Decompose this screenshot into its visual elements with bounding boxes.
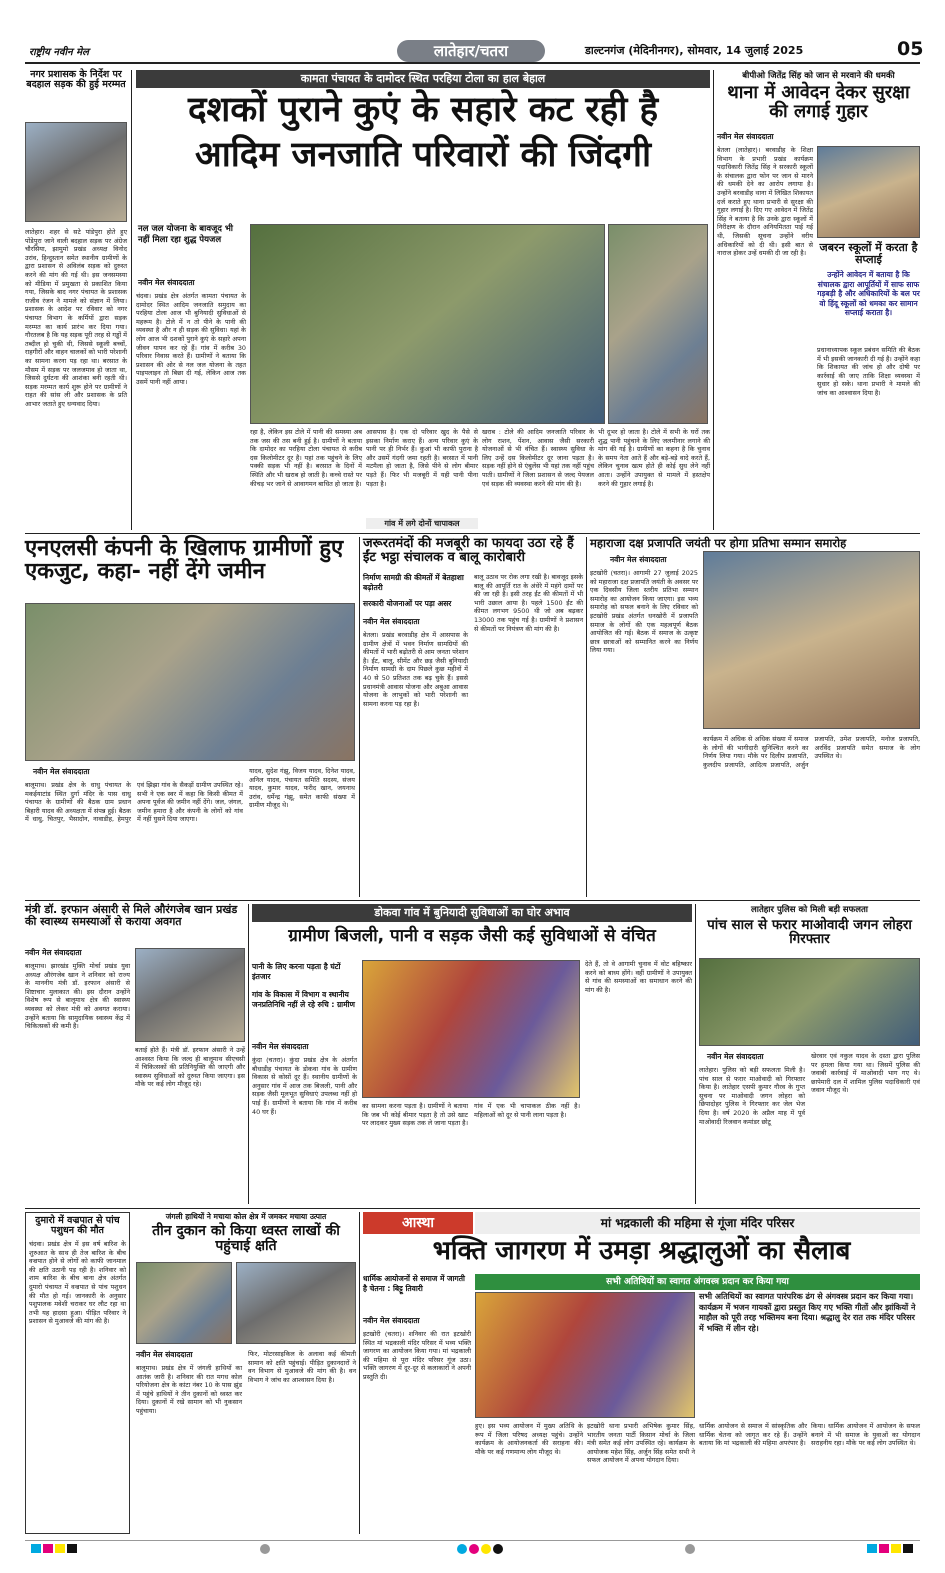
dokwa-photo xyxy=(362,960,580,1098)
police-byline: नवीन मेल संवाददाता xyxy=(707,1052,764,1061)
dokwa-body-3: देते हैं, तो वे आगामी चुनाव में वोट बहिष्कार करने को बाध्य होंगे। वहीं ग्रामीणों ने उपायुक्त से गांव की समस्याओं का समाधान करने की मांग की है। xyxy=(585,960,692,994)
dokwa-headline: ग्रामीण बिजली, पानी व सड़क जैसी कई सुविधाओं से वंचित xyxy=(288,926,656,946)
police-headline: पांच साल से फरार माओवादी जगन लोहरा गिरफ्तार xyxy=(707,917,912,948)
nlc-story xyxy=(25,537,355,897)
pratibha-body: इटखोरी (चतरा)। आगामी 27 जुलाई 2025 को महाराजा दक्ष प्रजापति जयंती के अवसर पर एक दिवसीय जिला स्तरीय प्रतिभा सम्मान समारोह का आयोजन किया जाएगा। इस भव्य समारोह को सफल बनाने के लिए रविवार को इटखोरी प्रखंड अंतर्गत धनखोरी में प्रजापति समाज के लोगों की एक महत्वपूर्ण बैठक आयोजित की गई। बैठक में समाज के उत्कृष्ट छात्र छात्राओं को सम्मानित करने का निर्णय लिया गया। xyxy=(590,569,698,655)
dokwa-bullet-2: गांव के विकास में विभाग व स्थानीय जनप्रतिनिधि नहीं ले रहे रुचि : ग्रामीण xyxy=(252,990,355,1009)
dokwa-byline: नवीन मेल संवाददाता xyxy=(252,1042,309,1051)
main-col-1: चंदवा। प्रखंड क्षेत्र अंतर्गत कामता पंचायत के दामोदर स्थित आदिम जनजाति समुदाय का परहिया टोला आज भी बुनियादी सुविधाओं से महरूम है। टोले में न तो पीने के पानी की व्यवस्था है और न ही सड़क की सुविधा। यहां के लोग आज भी दशकों पुराने कुएं के सहारे अपना जीवन यापन कर रहे हैं। गांव में करीब 30 परिवार निवास करते हैं। ग्रामीणों ने बताया कि प्रशासन की ओर से नल जल योजना के तहत पाइपलाइन तो बिछा दी गई, लेकिन आज तक उसमें पानी नहीं आया। xyxy=(136,292,246,386)
main-col-4: खराब : टोले की आदिम जनजाति परिवार के लोग राशन, पेंशन, आवास जैसी सरकारी योजनाओं से भी वंचित हैं। स्वास्थ्य सुविधा के लिए उन्हें दस किलोमीटर दूर जाना पड़ता है। सड़क नहीं होने से एंबुलेंस भी यहां तक नहीं पहुंच पाती। ग्रामीणों ने जिला प्रशासन से जल्द पेयजल एवं सड़क की व्यवस्था करने की मांग की है। xyxy=(482,428,594,488)
aastha-photo xyxy=(475,1292,695,1418)
aastha-story xyxy=(363,1212,920,1534)
death-headline: दुमारो में वज्रपात से पांच पशुधन की मौत xyxy=(35,1215,120,1236)
right-kicker: बीपीओ जितेंद्र सिंह को जान से मरवाने की धमकी xyxy=(742,71,895,81)
dokwa-body: कुंदा (चतरा)। कुंदा प्रखंड क्षेत्र के अंतर्गत बौधाडीह पंचायत के डोकवा गांव के ग्रामीण विकास से कोसों दूर हैं। स्थानीय ग्रामीणों के अनुसार गांव में आज तक बिजली, पानी और सड़क जैसी मूलभूत सुविधाएं उपलब्ध नहीं हो पाई हैं। ग्रामीणों ने बताया कि गांव में करीब 40 घर हैं। xyxy=(252,1056,357,1116)
elephant-photo-1 xyxy=(136,1262,232,1344)
elephant-body: बालूमाथ। प्रखंड क्षेत्र में जंगली हाथियों का आतंक जारी है। शनिवार की रात मगध कोल परियोजना क्षेत्र के कांटा नंबर 10 के पास झुंड में पहुंचे हाथियों ने तीन दुकानों को ध्वस्त कर दिया। दुकानों में रखे सामान को भी नुकसान पहुंचाया। xyxy=(136,1364,242,1415)
brick-body-2: बालू उठाव पर रोक लगा रखी है। बावजूद इसके बालू की आपूर्ति रात के अंधेरे में महंगे दामों पर की जा रही है। इसी तरह ईंट की कीमतों में भी भारी उछाल आया है। पहले 1500 ईंट की कीमत लगभग 9500 थी जो अब बढ़कर 13000 तक पहुंच गई है। ग्रामीणों ने प्रशासन से कीमतों पर नियंत्रण की मांग की है। xyxy=(474,573,583,633)
main-photo-caption: गांव में लगे दोनों चापाकल xyxy=(366,518,478,529)
death-body: चंदवा। प्रखंड क्षेत्र में इस वर्ष बारिश के शुरुआत के साथ ही तेज बारिश के बीच वज्रपात होने से लोगों को काफी जानमाल की क्षति उठानी पड़ रही है। शनिवार को शाम बारिश के बीच बाना क्षेत्र अंतर्गत दुमारो पंचायत में वज्रपात से पांच पशुधन की मौत हो गई। जानकारी के अनुसार पशुपालक मवेशी चराकर घर लौट रहा था तभी यह हादसा हुआ। पीड़ित परिवार ने प्रशासन से मुआवजे की मांग की है। xyxy=(29,1239,126,1326)
minister-photo xyxy=(135,948,245,1042)
brick-byline: नवीन मेल संवाददाता xyxy=(363,617,420,626)
elephant-photo-2 xyxy=(236,1262,356,1344)
right-portrait xyxy=(817,146,920,238)
main-kicker: कामता पंचायत के दामोदर स्थित परहिया टोला का हाल बेहाल xyxy=(136,70,710,88)
police-kicker: लातेहार पुलिस को मिली बड़ी सफलता xyxy=(750,905,869,915)
handpump-photo xyxy=(608,224,708,424)
main-headline-2: आदिम जनजाति परिवारों की जिंदगी xyxy=(194,135,652,175)
minister-body-2: बताई होते हैं। मंत्री डॉ. इरफान अंसारी ने उन्हें आश्वस्त किया कि जल्द ही बालूमाथ सीएचसी में चिकित्सकों की प्रतिनियुक्ति की जाएगी और स्वास्थ्य सुविधाओं को दुरुस्त किया जाएगा। इस मौके पर कई लोग मौजूद रहे। xyxy=(135,1046,245,1089)
nlc-byline: नवीन मेल संवाददाता xyxy=(33,767,90,776)
right-body-2: प्रधानाध्यापक स्कूल प्रबंधन समिति की बैठक में भी इसकी जानकारी दी गई है। उन्होंने कहा कि शिकायत की जांच हो और दोषी पर कार्रवाई की जाए ताकि शिक्षा व्यवस्था में सुधार हो सके। थाना प्रभारी ने मामले की जांच का आश्वासन दिया है। xyxy=(817,346,920,397)
aastha-body-4: सभी अतिथियों का स्वागत पारंपरिक ढंग से अंगवस्त्र प्रदान कर किया गया। कार्यक्रम में भजन गायकों द्वारा प्रस्तुत किए गए भक्ति गीतों और झांकियों ने माहौल को पूरी तरह भक्तिमय बना दिया। श्रद्धालु देर रात तक मंदिर परिसर में भक्ति में लीन रहे। xyxy=(699,1292,916,1333)
police-body: लातेहार। पुलिस को बड़ी सफलता मिली है। पांच साल से फरार माओवादी को गिरफ्तार किया है। लातेहार एसपी कुमार गौरव के गुप्त सूचना पर माओवादी जगन लोहरा को छिपादोहर पुलिस ने गिरफ्तार कर जेल भेज दिया है। वर्ष 2020 के अप्रैल माह में पूर्व माओवादी रिजवान कमांडर छोटू xyxy=(699,1066,805,1126)
main-story xyxy=(136,70,710,530)
nlc-body-2: यादव, सुदेश गंझू, विजय यादव, दिनेश यादव, अनिल यादव, पंचायत समिति सदस्य, संजय यादव, कुमार यादव, फरीद खान, जयनाथ उरांव, धर्मेन्द्र गंझू, समेत काफी संख्या में ग्रामीण मौजूद थे। xyxy=(249,767,355,810)
paper-logo: राष्ट्रीय नवीन मेल xyxy=(29,47,89,58)
main-col-5: भी दूभर हो जाता है। टोले में सभी के घरों तक शुद्ध पानी पहुंचाने के लिए जलमीनार लगाने की मांग की गई है। ग्रामीणों का कहना है कि चुनाव के समय नेता आते हैं और बड़े-बड़े वादे करते हैं, लेकिन चुनाव खत्म होते ही कोई सुध लेने नहीं आता। उन्होंने उपायुक्त से मामले में हस्तक्षेप करने की गुहार लगाई है। xyxy=(598,428,710,488)
death-story xyxy=(25,1212,130,1534)
brick-body: बेतला। प्रखंड बरवाडीह क्षेत्र में आसपास के ग्रामीण क्षेत्रों में भवन निर्माण सामग्रियों की कीमतों में भारी बढ़ोतरी से आम जनता परेशान है। ईंट, बालू, सीमेंट और छड़ जैसी बुनियादी निर्माण सामग्री के दाम पिछले कुछ महीनों में 40 से 50 प्रतिशत तक बढ़ चुके हैं। इससे प्रधानमंत्री आवास योजना और अबुआ आवास योजना के लाभुकों को भारी परेशानी का सामना करना पड़ रहा है। xyxy=(363,631,469,708)
aastha-bullet: धार्मिक आयोजनों से समाज में जागती है चेतना : बिट्टू तिवारी xyxy=(363,1274,465,1293)
aastha-banner: सभी अतिथियों का स्वागत अंगवस्त्र प्रदान कर किया गया xyxy=(475,1274,920,1290)
main-bullet: नल जल योजना के बावजूद भी नहीं मिला रहा शुद्ध पेयजल xyxy=(138,224,234,245)
nlc-headline: एनएलसी कंपनी के खिलाफ ग्रामीणों हुए एकजुट, कहा- नहीं देंगे जमीन xyxy=(25,536,344,585)
pratibha-body-2: कार्यक्रम में अधिक से अधिक संख्या में समाज के लोगों की भागीदारी सुनिश्चित करने का निर्णय लिया गया। मौके पर दिलीप प्रजापति, कुलदीप प्रजापति, आदित्य प्रजापति, अर्जुन प्रजापति, उमेश प्रजापति, मनोज प्रजापति, अरविंद प्रजापति समेत समाज के लोग उपस्थित थे। xyxy=(703,735,920,769)
aastha-body-2: हुए। इस भव्य आयोजन में मुख्य अतिथि के रूप में जिला परिषद अध्यक्ष पहुंचे। उन्होंने कार्यक्रम के आयोजनकर्ता की सराहना की। मौके पर कई गणमान्य लोग मौजूद थे। xyxy=(475,1422,583,1456)
right-quote: उन्होंने आवेदन में बताया है कि संचालक द्वारा आपूर्तियों में साफ साफ गड़बड़ी है और अधिकारियों के बल पर वो हिंदू स्कूलों को धमका कर सामान सप्लाई कराता है। xyxy=(817,270,920,317)
pratibha-byline: नवीन मेल संवाददाता xyxy=(610,555,667,564)
minister-byline: नवीन मेल संवाददाता xyxy=(25,948,82,957)
main-headline-1: दशकों पुराने कुएं के सहारे कट रही है xyxy=(187,90,659,130)
main-col-2: रहा है, लेकिन इस टोले में पानी की समस्या अब तक जस की तस बनी हुई है। ग्रामीणों ने बताया कि दामोदर का परहिया टोला पंचायत से करीब दस किलोमीटर दूर है। यहां तक पहुंचने के लिए पक्की सड़क भी नहीं है। बरसात के दिनों में स्थिति और भी खराब हो जाती है। कच्चे रास्ते पर कीचड़ भर जाने से आवागमन बाधित हो जाता है। xyxy=(250,428,362,488)
right-photo-caption: जबरन स्कूलों में करता है सप्लाई xyxy=(819,241,918,266)
section-title: लातेहार/चतरा xyxy=(397,40,545,62)
right-body: बेतला (लातेहार)। बरवाडीह के शिक्षा विभाग के प्रभारी प्रखंड कार्यक्रम पदाधिकारी जितेंद्र सिंह ने सरकारी स्कूलों के संचालक द्वारा फोन पर जान से मारने की धमकी देने का आरोप लगाया है। उन्होंने बरवाडीह थाना में लिखित शिकायत दर्ज कराते हुए थाना प्रभारी से सुरक्षा की गुहार लगाई है। दिए गए आवेदन में जितेंद्र सिंह ने बताया है कि उनके द्वारा स्कूलों में निरीक्षण के दौरान अनियमितता पाई गई थी, जिसकी सूचना उन्होंने वरीय अधिकारियों को दी थी। इसी बात से नाराज होकर उन्हें धमकी दी जा रही है। xyxy=(717,146,813,258)
main-byline: नवीन मेल संवाददाता xyxy=(138,278,195,287)
aastha-body-5: धार्मिक आयोजन से समाज में सांस्कृतिक और धार्मिक चेतना को जागृत कर रहे हैं। उन्होंने बताया कि मां भद्रकाली की महिमा अपरंपार है। xyxy=(699,1422,807,1448)
pratibha-photo xyxy=(703,551,920,729)
brick-story xyxy=(363,537,583,897)
minister-headline: मंत्री डॉ. इरफान अंसारी से मिले औरंगजेब खान प्रखंड की स्वास्थ्य समस्याओं से कराया अवगत xyxy=(25,903,238,928)
right-byline: नवीन मेल संवाददाता xyxy=(717,132,774,141)
aastha-kicker: मां भद्रकाली की महिमा से गूंजा मंदिर परिसर xyxy=(475,1212,920,1234)
brick-bullet-1: निर्माण सामग्री की कीमतों में बेतहाशा बढ़ोतरी xyxy=(363,573,464,592)
left-story-headline: नगर प्रशासक के निर्देश पर बदहाल सड़क की हुई मरम्मत xyxy=(26,69,126,90)
pratibha-story xyxy=(590,537,920,897)
main-photo xyxy=(250,224,605,424)
aastha-section: आस्था xyxy=(363,1212,473,1234)
aastha-body-6: किया। धार्मिक आयोजन में आयोजन के सफल बनाने में भी समाज के युवाओं का योगदान सराहनीय रहा। मौके पर कई लोग उपस्थित थे। xyxy=(811,1422,920,1448)
police-body-2: खेरवार एवं नकुल यादव के दस्ता द्वारा पुलिस पर हमला किया गया था। जिसमें पुलिस की जवाबी कार्रवाई में माओवादी भाग गए थे। छापेमारी दल में शामिल पुलिस पदाधिकारी एवं जवान मौजूद थे। xyxy=(811,1052,920,1095)
elephant-kicker: जंगली हाथियों ने मचाया कोल क्षेत्र में जमकर मचाया उत्पात xyxy=(165,1212,327,1221)
dokwa-story xyxy=(252,904,692,1204)
elephant-headline: तीन दुकान को किया ध्वस्त लाखों की पहुंचाई क्षति xyxy=(152,1223,340,1254)
dokwa-body-2: का सामना करना पड़ता है। ग्रामीणों ने बताया कि जब भी कोई बीमार पड़ता है तो उसे खाट पर लादकर मुख्य सड़क तक ले जाना पड़ता है। गांव में एक भी चापाकल ठीक नहीं है। महिलाओं को दूर से पानी लाना पड़ता है। xyxy=(362,1102,580,1128)
left-story xyxy=(25,70,127,530)
left-story-photo xyxy=(25,122,127,222)
elephant-body-2: फिर, मोटरसाइकिल के अलावा कई कीमती सामान को क्षति पहुंचाई। पीड़ित दुकानदारों ने वन विभाग से मुआवजे की मांग की है। वन विभाग ने जांच का आश्वासन दिया है। xyxy=(248,1350,356,1384)
right-headline: थाना में आवेदन देकर सुरक्षा की लगाई गुहार xyxy=(727,82,910,122)
nlc-body: बालूमाथ। प्रखंड क्षेत्र के धाधु पंचायत के मकईयाटांड स्थित दुर्गा मंदिर के पास धाधु पंचायत के ग्रामीणों की बैठक ग्राम प्रधान बिहारी यादव की अध्यक्षता में संपन्न हुई। बैठक में धाधु, चितपुर, भैसादोन, नावाडीह, हेमपुर एवं झिझा गांव के सैकड़ों ग्रामीण उपस्थित रहे। सभी ने एक स्वर में कहा कि किसी कीमत में अपना पूर्वज की जमीन नहीं देंगे। जल, जंगल, जमीन हमारा है और कंपनी के लोगों को गांव में नहीं घुसने दिया जाएगा। xyxy=(25,781,243,824)
elephant-story xyxy=(136,1212,356,1534)
masthead xyxy=(25,38,924,64)
left-story-body: लातेहार। शहर से सटे पांडेपुरा होते हुए पोंडेपुरा जाने वाली बदहाल सड़क पर अंग्रेज चौरसिया, झामुमो प्रखंड अध्यक्ष विनोद उरांव, हिन्दुस्तान समेत स्थानीय ग्रामीणों के द्वारा प्रशासन से अविलंब सड़क को दुरुस्त करने की मांग की गई थी। इस जनसमस्या को मीडिया में प्रमुखता से प्रकाशित किया गया, जिसके बाद नगर पंचायत के प्रशासक राजीव रंजन ने मामले को संज्ञान में लिया। प्रशासक के आदेश पर रविवार को नगर पंचायत विभाग के कर्मियों द्वारा सड़क मरम्मत का कार्य प्रारंभ कर दिया गया। गौरतलब है कि यह सड़क पूरी तरह से गड्ढों में तब्दील हो चुकी थी, जिससे स्कूली बच्चों, राहगीरों और वाहन चालकों को भारी परेशानी का सामना करना पड़ रहा था। बरसात के मौसम में सड़क पर जलजमाव हो जाता था, जिससे दुर्घटना की आशंका बनी रहती थी। सड़क मरम्मत कार्य शुरू होने पर ग्रामीणों ने राहत की सांस ली और प्रशासक के प्रति आभार जताते हुए धन्यवाद दिया। xyxy=(25,228,127,408)
dateline: डाल्टनगंज (मेदिनीनगर), सोमवार, 14 जुलाई 2025 xyxy=(585,44,804,57)
registration-bar xyxy=(25,1540,920,1554)
minister-story xyxy=(25,904,245,1204)
pratibha-headline: महाराजा दक्ष प्रजापति जयंती पर होगा प्रतिभा सम्मान समारोह xyxy=(590,536,847,550)
police-story xyxy=(699,904,920,1204)
page-number: 05 xyxy=(897,38,924,60)
aastha-body: इटखोरी (चतरा)। शनिवार की रात इटखोरी स्थित मां भद्रकाली मंदिर परिसर में भव्य भक्ति जागरण का आयोजन किया गया। मां भद्रकाली की महिमा से पूरा मंदिर परिसर गूंज उठा। भक्ति जागरण में दूर-दूर से कलाकारों ने अपनी प्रस्तुति दी। xyxy=(363,1330,471,1381)
nlc-photo xyxy=(25,603,355,761)
right-story xyxy=(717,70,920,530)
main-col-3: आसपास है। एक दो परिवार खुद के पैसे से इसका निर्माण कराए हैं। अन्य परिवार कुएं के पानी पर ही निर्भर हैं। कुआं भी काफी पुराना है और उसमें गंदगी जमा रहती है। बरसात में पानी मटमैला हो जाता है, जिसे पीने से लोग बीमार पड़ते हैं। फिर भी मजबूरी में यही पानी पीना पड़ता है। xyxy=(366,428,478,488)
police-photo xyxy=(699,958,920,1046)
elephant-byline: नवीन मेल संवाददाता xyxy=(136,1350,193,1359)
aastha-byline: नवीन मेल संवाददाता xyxy=(363,1316,420,1325)
dokwa-bullet-1: पानी के लिए करना पड़ता है घंटों इंतजार xyxy=(252,962,341,981)
brick-bullet-2: सरकारी योजनाओं पर पड़ा असर xyxy=(363,599,452,608)
minister-body: बालूमाथ। झारखंड मुक्ति मोर्चा प्रखंड युवा अध्यक्ष औरंगजेब खान ने शनिवार को राज्य के माननीय मंत्री डॉ. इरफान अंसारी से शिष्टाचार मुलाकात की। इस दौरान उन्होंने विशेष रूप से बालूमाथ क्षेत्र की स्वास्थ्य व्यवस्था को लेकर मंत्री को अवगत कराया। उन्होंने बताया कि सामुदायिक स्वास्थ्य केंद्र में चिकित्सकों की कमी है। xyxy=(25,962,130,1031)
dokwa-kicker: डोकवा गांव में बुनियादी सुविधाओं का घोर अभाव xyxy=(252,904,692,922)
aastha-headline: भक्ति जागरण में उमड़ा श्रद्धालुओं का सैलाब xyxy=(432,1236,851,1266)
brick-headline: जरूरतमंदों की मजबूरी का फायदा उठा रहे हैं ईंट भट्ठा संचालक व बालू कारोबारी xyxy=(363,536,574,565)
aastha-body-3: इटखोरी थाना प्रभारी अभिषेक कुमार सिंह, भारतीय जनता पार्टी किसान मोर्चा के जिला मंत्री समेत कई लोग उपस्थित रहे। कार्यक्रम के आयोजक महेश सिंह, अर्जुन सिंह समेत सभी ने सफल आयोजन में अपना योगदान दिया। xyxy=(587,1422,695,1465)
